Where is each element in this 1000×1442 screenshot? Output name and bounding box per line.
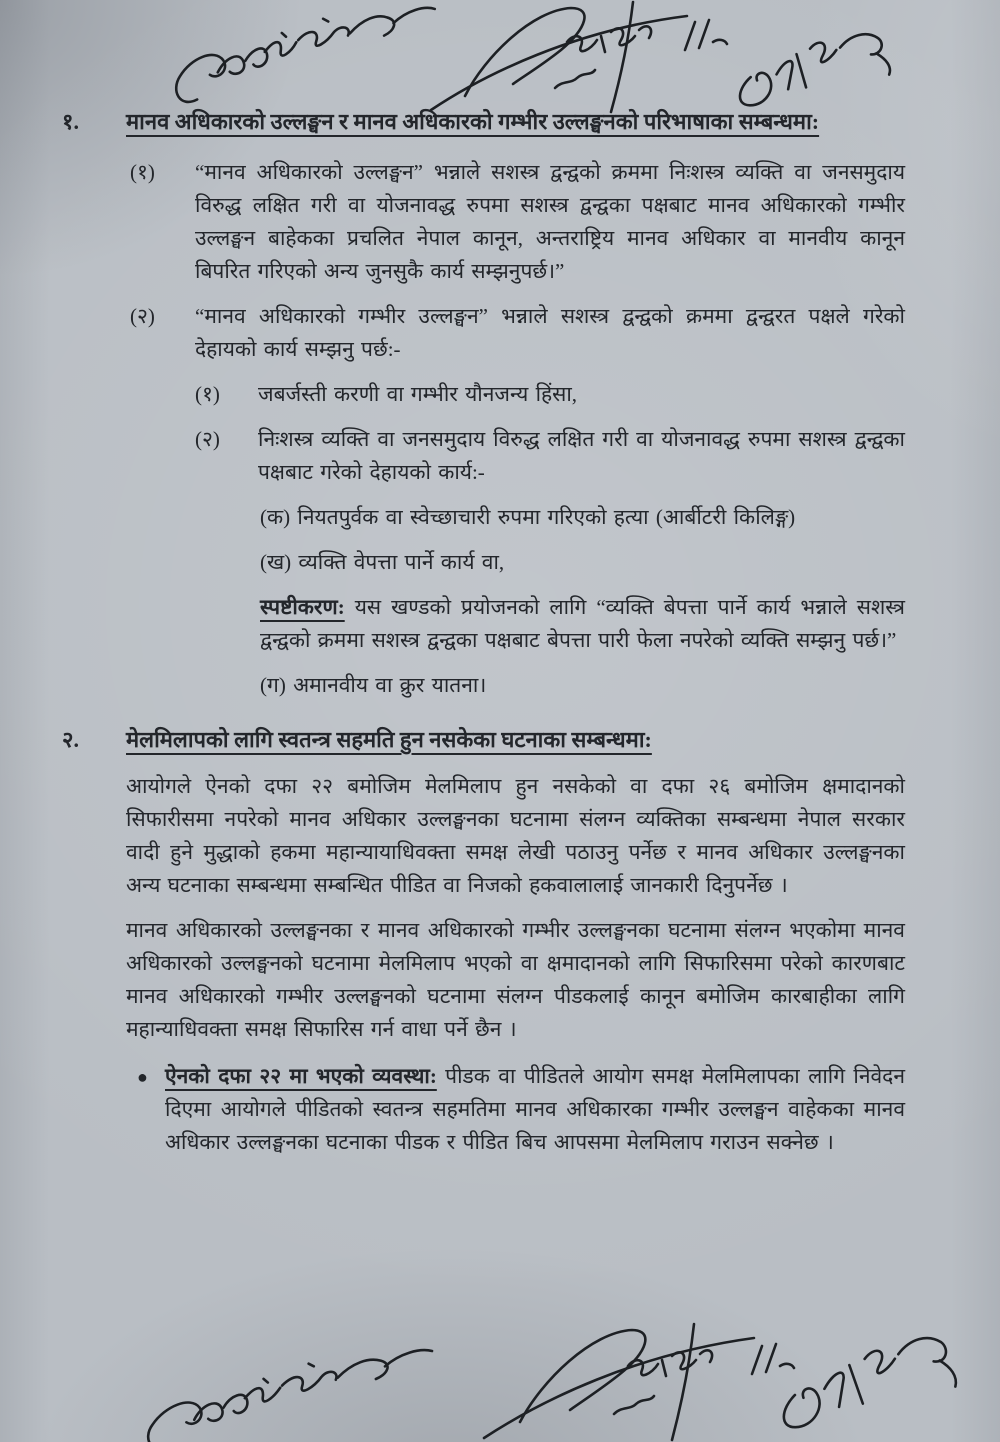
item-2-label: (२) <box>130 304 155 328</box>
item-1-label: (१) <box>130 160 155 184</box>
clause-ga <box>260 669 905 702</box>
explanation-text: यस खण्डको प्रयोजनको लागि “व्यक्ति बेपत्ता पार्ने कार्य भन्नाले सशस्त्र द्वन्द्वको क्रममा सशस्त्र द्वन्द्वका पक्षबाट बेपत्ता पारी फेला नपरेको व्यक्ति सम्झनु पर्छ।” <box>260 595 905 652</box>
sub-2-text: निःशस्त्र व्यक्ति वा जनसमुदाय विरुद्ध लक्षित गरी वा योजनावद्ध रुपमा सशस्त्र द्वन्द्वका पक्षबाट गरेको देहायको कार्य:- <box>258 427 905 484</box>
clause-ga-text: अमानवीय वा क्रुर यातना। <box>285 673 487 697</box>
bullet-lead: ऐनको दफा २२ मा भएको व्यवस्था: <box>165 1064 437 1088</box>
clause-kha-label: (ख) <box>260 550 292 574</box>
clause-kha-text: व्यक्ति वेपत्ता पार्ने कार्य वा, <box>291 550 505 574</box>
bullet-icon: ● <box>137 1067 148 1087</box>
item-2-sub-2 <box>195 423 905 489</box>
section-2-number: २. <box>62 727 79 752</box>
sub-2-label: (२) <box>195 427 220 451</box>
section-2-paragraph-2: मानव अधिकारको उल्लङ्घनका र मानव अधिकारको गम्भीर उल्लङ्घनका घटनामा संलग्न भएकोमा मानव अधिकारको उल्लङ्घनको घटनामा मेलमिलाप भएको वा क्षमादानको लागि सिफारिसमा परेको कारणबाट मानव अधिकारको गम्भीर उल्लङ्घनको घटनामा संलग्न पीडकलाई कानून बमोजिम कारबाहीका लागि महान्याधिवक्ता समक्ष सिफारिस गर्न वाधा पर्ने छैन । <box>126 918 905 1041</box>
signature-bottom-middle <box>478 1322 808 1442</box>
sub-1-label: (१) <box>195 382 220 406</box>
section-2-heading: मेलमिलापको लागि स्वतन्त्र सहमति हुन नसकेका घटनाका सम्बन्धमा: <box>126 727 652 752</box>
clause-ka-label: (क) <box>260 505 291 529</box>
section-1-number: १. <box>62 109 79 134</box>
section-1-item-1 <box>130 156 905 288</box>
clause-ka-text: नियतपुर्वक वा स्वेच्छाचारी रुपमा गरिएको हत्या (आर्बीटरी किलिङ्ग) <box>290 505 796 529</box>
item-2-sub-1 <box>195 378 905 411</box>
item-1-text: “मानव अधिकारको उल्लङ्घन” भन्नाले सशस्त्र द्वन्द्वको क्रममा निःशस्त्र व्यक्ति वा जनसमुदाय विरुद्ध लक्षित गरी वा योजनावद्ध रुपमा सशस्त्र द्वन्द्वका पक्षबाट मानव अधिकारको गम्भीर उल्लङ्घन बाहेकका प्रचलित नेपाल कानून, अन्तराष्ट्रिय मानव अधिकार वा मानवीय कानून बिपरित गरिएको अन्य जुनसुकै कार्य सम्झनुपर्छ।” <box>195 160 905 283</box>
section-1-heading: मानव अधिकारको उल्लङ्घन र मानव अधिकारको गम्भीर उल्लङ्घनको परिभाषाका सम्बन्धमा: <box>126 109 820 134</box>
section-2 <box>0 718 1000 1159</box>
section-2-bullet-item <box>137 1060 905 1159</box>
sub-1-text: जबर्जस्ती करणी वा गम्भीर यौनजन्य हिंसा, <box>258 382 578 406</box>
explanation-label: स्पष्टीकरण: <box>260 595 345 619</box>
section-1 <box>0 100 1000 702</box>
section-1-item-2 <box>130 300 905 366</box>
bullet-text: पीडक वा पीडितले आयोग समक्ष मेलमिलापका लागि निवेदन दिएमा आयोगले पीडितको स्वतन्त्र सहमतिमा मानव अधिकारका गम्भीर उल्लङ्घन वाहेकका मानव अधिकार उल्लङ्घनका घटनाका पीडक र पीडित बिच आपसमा मेलमिलाप गराउन सक्नेछ । <box>165 1064 905 1154</box>
clause-ka <box>260 501 905 534</box>
item-2-text: “मानव अधिकारको गम्भीर उल्लङ्घन” भन्नाले सशस्त्र द्वन्द्वको क्रममा द्वन्द्वरत पक्षले गरेको देहायको कार्य सम्झनु पर्छ:- <box>195 304 905 361</box>
signature-bottom-left <box>132 1340 478 1442</box>
clause-kha <box>260 546 905 579</box>
explanation-block <box>260 591 905 657</box>
section-2-paragraph-1: आयोगले ऐनको दफा २२ बमोजिम मेलमिलाप हुन नसकेको वा दफा २६ बमोजिम क्षमादानको सिफारीसमा नपरेको मानव अधिकार उल्लङ्घनका घटनामा संलग्न व्यक्तिका सम्बन्धमा नेपाल सरकार वादी हुने मुद्धाको हकमा महान्यायाधिवक्ता समक्ष लेखी पठाउनु पर्नेछ र मानव अधिकार उल्लङ्घनका अन्य घटनाका सम्बन्धमा सम्बन्धित पीडित वा निजको हकवालालाई जानकारी दिनुपर्नेछ । <box>126 774 905 897</box>
clause-ga-label: (ग) <box>260 673 286 697</box>
